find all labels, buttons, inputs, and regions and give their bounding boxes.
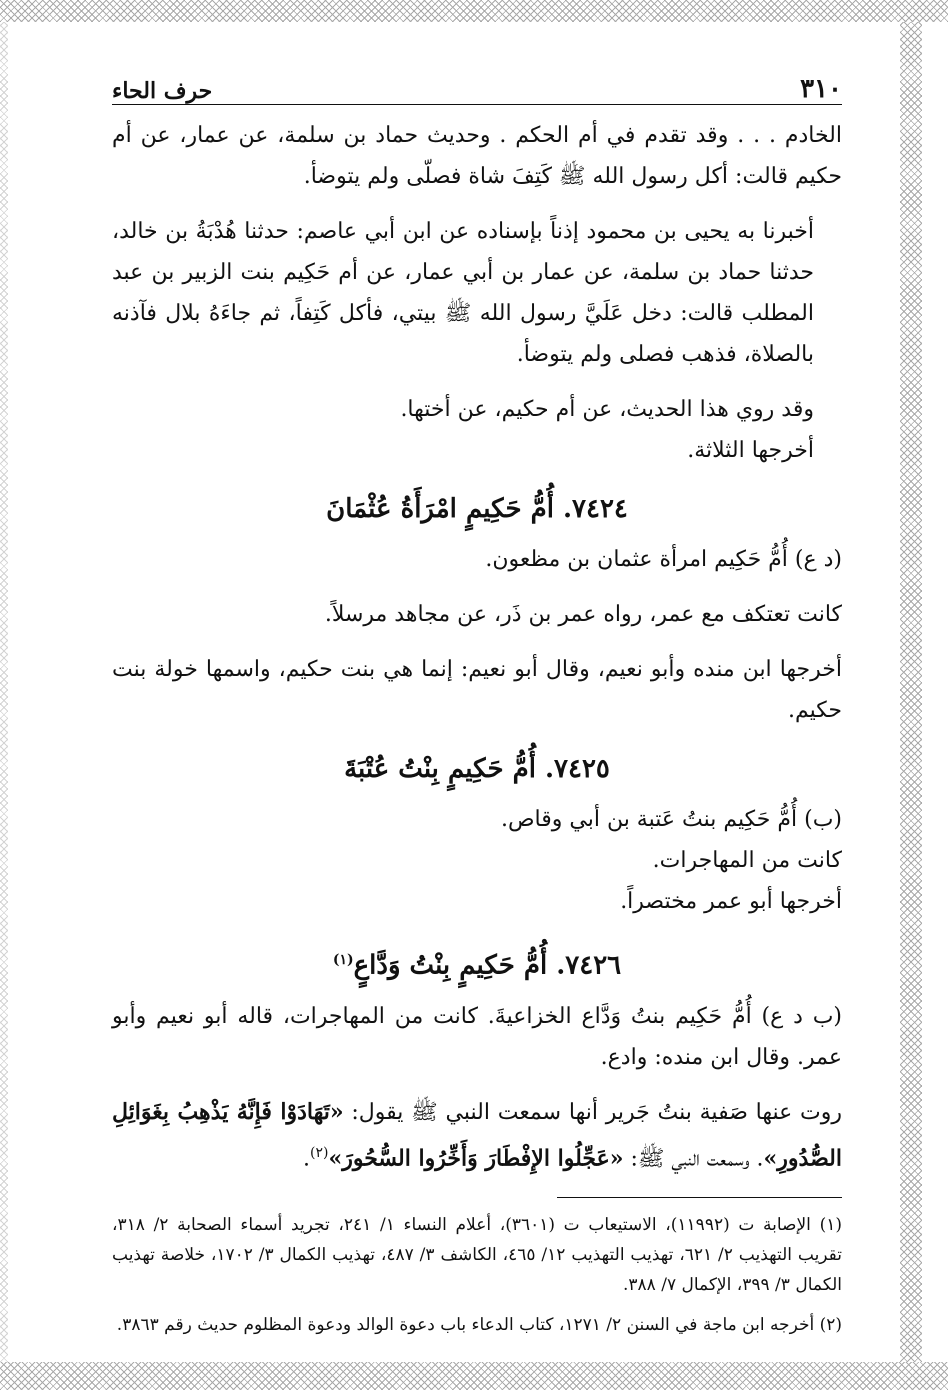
decorative-border-bottom — [0, 1362, 948, 1390]
running-header — [112, 60, 842, 105]
paragraph: أخرجها ابن منده وأبو نعيم، وقال أبو نعيم: إنما هي بنت حكيم، واسمها خولة بنت حكيم. — [112, 657, 842, 723]
book-page — [112, 60, 842, 1350]
paragraph: أخرجها أبو عمر مختصراً. — [620, 889, 842, 914]
paragraph: أخرجها الثلاثة. — [687, 438, 814, 463]
paragraph: الخادم . . . وقد تقدم في أم الحكم . وحديث حماد بن سلمة، عن عمار، عن أم حكيم قالت: أكل رسول الله ﷺ كَتِفَ شاة فصلّى ولم يتوضأ. — [112, 123, 842, 189]
paragraph: (د ع) أُمُّ حَكِيم امرأة عثمان بن مظعون. — [485, 547, 842, 572]
entry-heading-text: ٧٤٢٦. أُمُّ حَكِيمٍ بِنْتُ وَدَّاعٍ — [353, 950, 622, 981]
footnote: (٢) أخرجه ابن ماجة في السنن ٢/ ١٢٧١، كتاب الدعاء باب دعوة الوالد ودعوة المظلوم حديث رقم ٣٨٦٣. — [116, 1314, 842, 1335]
running-title: حرف الحاء — [112, 78, 213, 104]
footnotes — [112, 1210, 842, 1340]
footnote: (١) الإصابة ت (١١٩٩٢)، الاستيعاب ت (٣٦٠١)، أعلام النساء ١/ ٢٤١، تجريد أسماء الصحابة ٢/ ٣١٨، تقريب التهذيب ٢/ ٦٢١، تهذيب التهذيب ١٢/ ٤٦٥، الكاشف ٣/ ٤٨٧، تهذيب الكمال ٣/ ١٧٠٢، خلاصة تهذيب الكمال ٣/ ٣٩٩، الإكمال ٧/ ٣٨٨. — [112, 1214, 843, 1295]
text-span: روت عنها صَفية بنتُ جَرير أنها سمعت النبي ﷺ يقول: — [343, 1099, 842, 1125]
decorative-border-right — [900, 22, 922, 1362]
entry-heading-7425: ٧٤٢٥. أُمُّ حَكِيمٍ بِنْتُ عُتْبَةَ — [344, 754, 610, 784]
paragraph: كانت تعتكف مع عمر، رواه عمر بن ذَر، عن مجاهد مرسلاً. — [324, 602, 842, 627]
page-number: ٣١٠ — [800, 74, 842, 104]
text-span: . — [303, 1145, 311, 1171]
footnote-marker: (٢) — [310, 1144, 329, 1161]
entry-heading-7424: ٧٤٢٤. أُمُّ حَكِيمٍ امْرَأَةُ عُثْمَانَ — [326, 494, 628, 524]
paragraph: (ب د ع) أُمُّ حَكِيم بنتُ وَدَّاع الخزاعيةَ. كانت من المهاجرات، قاله أبو نعيم وأبو عمر. وقال ابن منده: وادع. — [112, 1003, 842, 1070]
hadith-quote: «تَهَادَوْا فَإِنَّهُ يَذْهِبُ بِغَوَائِلِ الصُّدُورِ» — [112, 1098, 842, 1171]
entry-heading-7426 — [112, 938, 842, 988]
paragraph — [112, 1092, 842, 1179]
paragraph: كانت من المهاجرات. — [652, 848, 842, 873]
decorative-border-top — [0, 0, 948, 22]
paragraph: (ب) أُمُّ حَكِيم بنتُ عَتبة بن أبي وقاص. — [500, 807, 842, 832]
hadith-quote: «عَجِّلُوا الإِفْطَارَ وَأَخِّرُوا السُّحُورَ» — [328, 1144, 624, 1171]
paragraph: أخبرنا به يحيى بن محمود إذناً بإسناده عن ابن أبي عاصم: حدثنا هُدْبَةُ بن خالد، حدثنا حماد بن سلمة، عن عمار بن أبي عمار، عن أم حَكِيم بنت الزبير بن عبد المطلب قالت: دخل عَلَيَّ رسول الله ﷺ بيتي، فأكل كَتِفاً، ثم جاءَهُ بلال فآذنه بالصلاة، فذهب فصلى ولم يتوضأ. — [112, 219, 814, 367]
paragraph: وقد روي هذا الحديث، عن أم حكيم، عن أختها. — [400, 397, 814, 422]
decorative-border-left — [0, 22, 8, 1362]
main-text — [112, 115, 842, 1179]
footnote-separator — [557, 1197, 842, 1198]
text-span: . وسمعت النبي ﷺ: — [623, 1145, 764, 1171]
footnote-marker: (١) — [332, 952, 354, 968]
